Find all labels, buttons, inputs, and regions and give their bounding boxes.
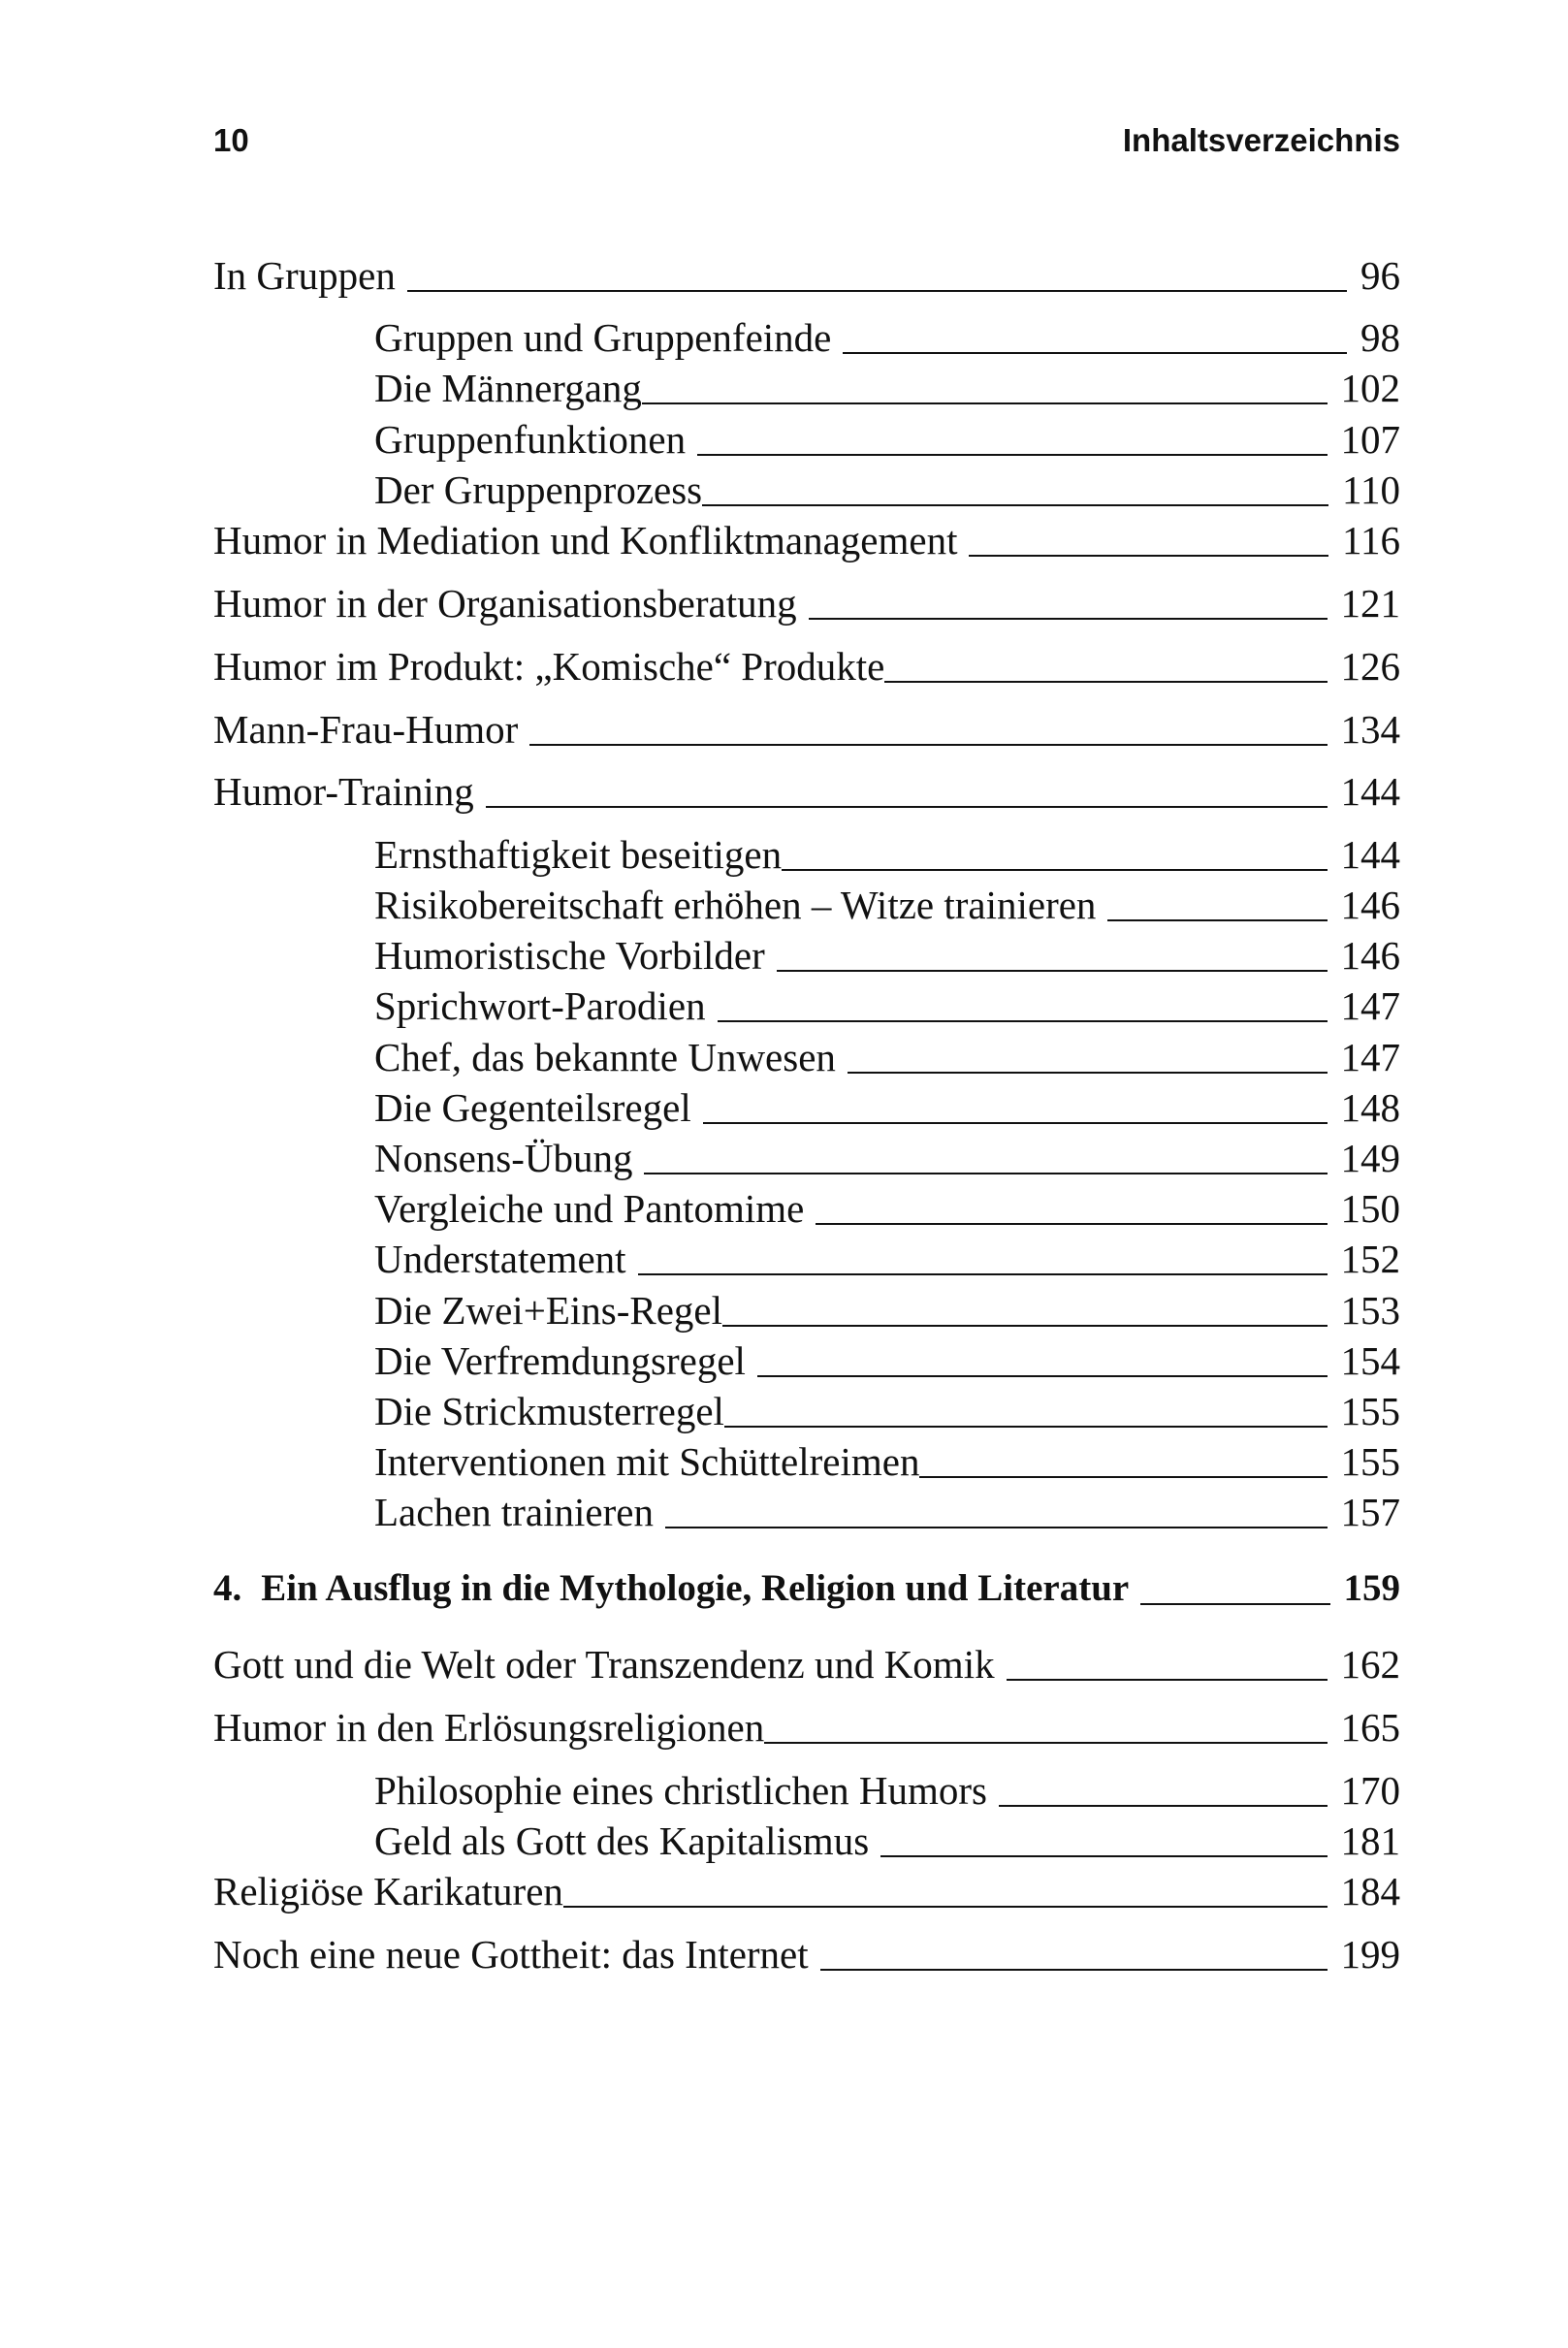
toc-subentry: [374, 1335, 1400, 1386]
toc-entry: [213, 766, 1400, 817]
leader-line: [486, 806, 1328, 808]
toc-subentry: [374, 1285, 1400, 1335]
toc-entry-page: 146: [1340, 933, 1400, 978]
toc-entry-page: 126: [1340, 644, 1400, 689]
toc-entry-label: Religiöse Karikaturen: [213, 1869, 563, 1914]
toc-entry-page: 154: [1340, 1338, 1400, 1383]
leader-line: [848, 1072, 1328, 1074]
toc-subentry: [374, 1234, 1400, 1284]
toc-entry-page: 155: [1340, 1389, 1400, 1433]
leader-line: [638, 1273, 1328, 1275]
toc-entry-label: Humor im Produkt: „Komische“ Produkte: [213, 644, 885, 689]
leader-line: [718, 1020, 1328, 1022]
leader-line: [764, 1742, 1327, 1744]
toc-entry-page: 157: [1340, 1490, 1400, 1534]
toc-entry-label: Ein Ausflug in die Mythologie, Religion und Literatur: [261, 1567, 1130, 1609]
toc-subentry: [374, 312, 1400, 363]
leader-line: [969, 555, 1328, 557]
toc-entry: [213, 1702, 1400, 1753]
toc-entry: [213, 1639, 1400, 1689]
leader-line: [919, 1476, 1327, 1478]
toc-entry-page: 152: [1340, 1237, 1400, 1281]
toc-subentry: [374, 1765, 1400, 1816]
toc-entry-label: Geld als Gott des Kapitalismus: [374, 1818, 870, 1863]
leader-line: [703, 1122, 1328, 1124]
toc-entry: [213, 578, 1400, 628]
leader-line: [642, 402, 1328, 404]
toc-subentry: [374, 981, 1400, 1031]
toc-entry-label: Humor in den Erlösungsreligionen: [213, 1705, 765, 1750]
toc-entry-page: 155: [1340, 1439, 1400, 1484]
toc-entry-label: Lachen trainieren: [374, 1490, 654, 1534]
toc-entry-label: Ernsthaftigkeit beseitigen: [374, 832, 783, 877]
toc-entry-label: Gruppenfunktionen: [374, 417, 687, 462]
toc-entry-label: Noch eine neue Gottheit: das Internet: [213, 1932, 809, 1977]
toc-subentry: [374, 1032, 1400, 1082]
toc-entry-label: Philosophie eines christlichen Humors: [374, 1768, 987, 1813]
toc-subentry: [374, 1386, 1400, 1436]
toc-entry-label: Die Strickmusterregel: [374, 1389, 724, 1433]
leader-line: [1007, 1679, 1328, 1681]
toc-entry-page: 134: [1340, 707, 1400, 752]
toc-entry-label: Vergleiche und Pantomime: [374, 1186, 805, 1231]
leader-line: [644, 1173, 1327, 1174]
toc-entry-page: 199: [1340, 1932, 1400, 1977]
leader-line: [722, 1325, 1328, 1327]
toc-entry-label: Humoristische Vorbilder: [374, 933, 765, 978]
toc-subentry: [374, 1183, 1400, 1234]
leader-line: [1140, 1603, 1329, 1605]
toc-subentry: [374, 880, 1400, 930]
toc-entry-label: Die Verfremdungsregel: [374, 1338, 746, 1383]
toc-entry-page: 149: [1340, 1136, 1400, 1180]
toc-entry-label: Interventionen mit Schüttelreimen: [374, 1439, 920, 1484]
toc-entry-page: 107: [1340, 417, 1400, 462]
toc-entry-page: 170: [1340, 1768, 1400, 1813]
toc-entry-label: Chef, das bekannte Unwesen: [374, 1035, 836, 1079]
toc-subentry: [374, 1082, 1400, 1133]
toc-entry-page: 144: [1340, 832, 1400, 877]
toc-entry-page: 184: [1340, 1869, 1400, 1914]
toc-subentry: [374, 829, 1400, 880]
toc-chapter-heading: [213, 1563, 1400, 1614]
leader-line: [702, 504, 1328, 506]
toc-entry-page: 146: [1340, 883, 1400, 927]
toc-entry: [213, 515, 1400, 565]
leader-line: [999, 1805, 1328, 1807]
toc-entry-page: 116: [1342, 518, 1400, 563]
toc-entry-page: 102: [1340, 366, 1400, 410]
toc-subentry: [374, 1133, 1400, 1183]
toc-subentry: [374, 363, 1400, 413]
toc-entry-label: Gruppen und Gruppenfeinde: [374, 315, 832, 360]
leader-line: [782, 869, 1327, 871]
toc-entry-page: 147: [1340, 1035, 1400, 1079]
toc-entry-page: 147: [1340, 983, 1400, 1028]
leader-line: [884, 681, 1327, 683]
toc-entry-label: Understatement: [374, 1237, 626, 1281]
toc-subentry: [374, 930, 1400, 981]
toc-entry: [213, 1866, 1400, 1916]
running-title: Inhaltsverzeichnis: [1122, 122, 1400, 158]
toc-subentry: [374, 1487, 1400, 1537]
leader-line: [665, 1527, 1328, 1528]
toc-entry-label: Risikobereitschaft erhöhen – Witze trainieren: [374, 883, 1097, 927]
toc-entry-label: Sprichwort-Parodien: [374, 983, 706, 1028]
toc-entry-label: Nonsens-Übung: [374, 1136, 633, 1180]
leader-line: [529, 744, 1327, 746]
toc-entry-page: 110: [1342, 467, 1400, 512]
toc-entry-page: 96: [1360, 253, 1400, 298]
leader-line: [407, 290, 1347, 292]
leader-line: [777, 970, 1328, 972]
toc-subentry: [374, 1436, 1400, 1487]
toc-entry-label: Mann-Frau-Humor: [213, 707, 519, 752]
toc-entry-label: Humor-Training: [213, 769, 474, 814]
toc-entry-page: 98: [1360, 315, 1400, 360]
leader-line: [809, 618, 1328, 620]
leader-line: [820, 1969, 1328, 1971]
leader-line: [563, 1906, 1328, 1908]
toc-entry-page: 165: [1340, 1705, 1400, 1750]
toc-entry-page: 162: [1340, 1642, 1400, 1687]
toc-entry-page: 121: [1340, 581, 1400, 626]
leader-line: [697, 454, 1327, 456]
toc-entry-page: 159: [1343, 1567, 1400, 1609]
toc-entry-label: Die Zwei+Eins-Regel: [374, 1288, 722, 1333]
leader-line: [816, 1223, 1327, 1225]
chapter-number: 4.: [213, 1567, 242, 1609]
page-number: 10: [213, 122, 249, 158]
toc-entry-page: 150: [1340, 1186, 1400, 1231]
toc-entry: [213, 250, 1400, 301]
leader-line: [757, 1375, 1328, 1377]
toc-entry-label: Die Männergang: [374, 366, 642, 410]
leader-line: [724, 1426, 1328, 1428]
toc-entry: [213, 641, 1400, 692]
toc-entry-page: 148: [1340, 1085, 1400, 1130]
toc-entry: [213, 1929, 1400, 1979]
leader-line: [880, 1855, 1327, 1857]
toc-entry-label: Der Gruppenprozess: [374, 467, 703, 512]
toc-entry-label: Gott und die Welt oder Transzendenz und Komik: [213, 1642, 995, 1687]
toc-entry-label: Humor in der Organisationsberatung: [213, 581, 797, 626]
leader-line: [843, 352, 1347, 354]
toc-entry-label: Die Gegenteilsregel: [374, 1085, 691, 1130]
toc-entry-page: 153: [1340, 1288, 1400, 1333]
toc-entry-page: 144: [1340, 769, 1400, 814]
leader-line: [1107, 919, 1327, 921]
toc-subentry: [374, 465, 1400, 515]
toc-entry-page: 181: [1340, 1818, 1400, 1863]
toc-subentry: [374, 1816, 1400, 1866]
toc-entry-label: Humor in Mediation und Konfliktmanagement: [213, 518, 958, 563]
toc-entry: [213, 704, 1400, 755]
toc-subentry: [374, 414, 1400, 465]
toc-entry-label: In Gruppen: [213, 253, 396, 298]
